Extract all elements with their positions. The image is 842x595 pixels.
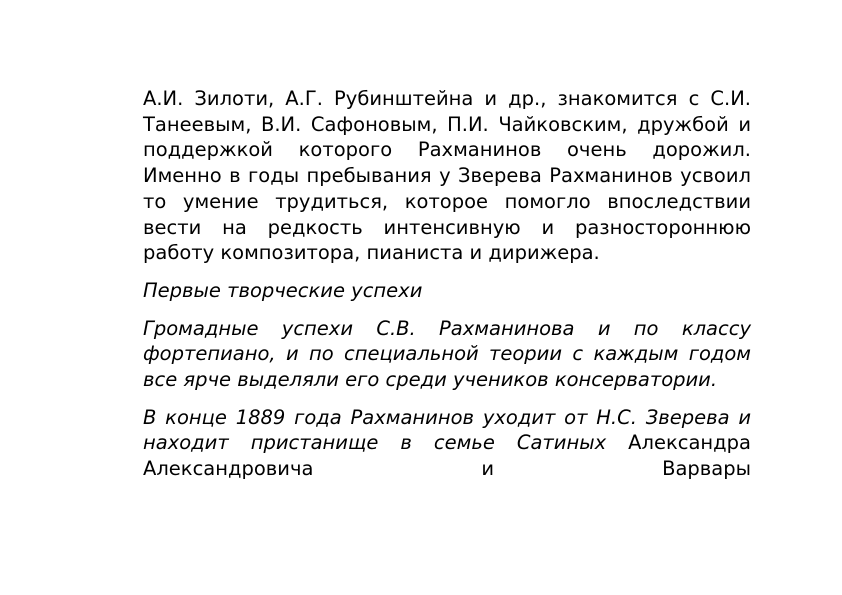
paragraph-satins-normal: Александра Александровича и Варвары bbox=[143, 431, 751, 481]
paragraph-satins-italic: В конце 1889 года Рахманинов уходит от Н.С. Зверева и находит пристанище в семье Сатиных bbox=[143, 405, 751, 455]
paragraph-satins bbox=[143, 405, 751, 482]
document-body bbox=[143, 86, 751, 482]
paragraph-biography: А.И. Зилоти, А.Г. Рубинштейна и др., знакомится с С.И. Танеевым, В.И. Сафоновым, П.И. Чайковским, дружбой и поддержкой которого Рахманинов очень дорожил. Именно в годы пребывания у Зверева Рахманинов усвоил то умение трудиться, которое помогло впоследствии вести на редкость интенсивную и разностороннюю работу композитора, пианиста и дирижера. bbox=[143, 87, 751, 265]
section-heading: Первые творческие успехи bbox=[143, 278, 423, 302]
paragraph-successes: Громадные успехи С.В. Рахманинова и по классу фортепиано, и по специальной теории с каждым годом все ярче выделяли его среди учеников консерватории. bbox=[143, 316, 751, 392]
